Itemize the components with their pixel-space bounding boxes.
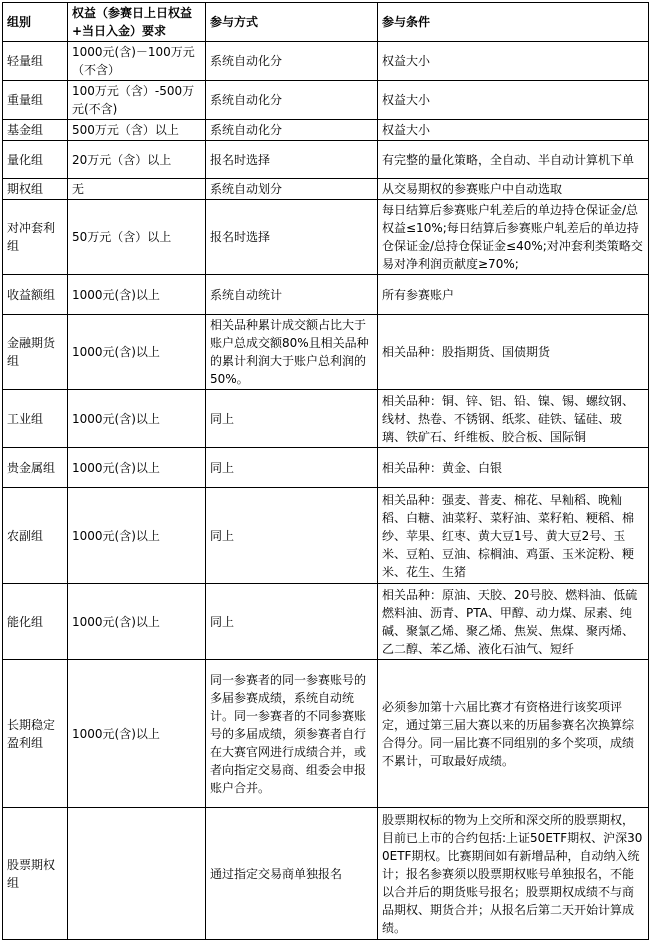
group-cell: 基金组: [3, 120, 68, 141]
table-row: [3, 808, 649, 940]
condition-cell: 股票期权标的物为上交所和深交所的股票期权，目前已上市的合约包括:上证50ETF期权、沪深300ETF期权。比赛期间如有新增品种，自动纳入统计；报名参赛须以股票期权账号单独报名，不能以合并后的期货账号报名；股票期权成绩不与商品期权、期货合并；从报名后第二天开始计算成绩。: [378, 808, 649, 940]
equity-cell: 1000元(含)以上: [68, 660, 206, 808]
condition-cell: 权益大小: [378, 42, 649, 81]
condition-cell: 权益大小: [378, 81, 649, 120]
method-cell: 系统自动化分: [206, 42, 378, 81]
condition-cell: 必须参加第十六届比赛才有资格进行该奖项评定，通过第三届大赛以来的历届参赛名次换算综合得分。同一届比赛不同组别的多个奖项，成绩不累计，可取最好成绩。: [378, 660, 649, 808]
group-cell: 重量组: [3, 81, 68, 120]
method-cell: 报名时选择: [206, 141, 378, 179]
equity-cell: 1000元(含)以上: [68, 390, 206, 448]
method-cell: 同一参赛者的同一参赛账号的多届参赛成绩，系统自动统计。同一参赛者的不同参赛账号的多届成绩，须参赛者自行在大赛官网进行成绩合并，或者向指定交易商、组委会申报账户合并。: [206, 660, 378, 808]
table-row: [3, 200, 649, 275]
group-cell: 轻量组: [3, 42, 68, 81]
competition-groups-table: [2, 2, 649, 940]
group-cell: 能化组: [3, 584, 68, 660]
table-row: [3, 81, 649, 120]
header-row: [3, 3, 649, 42]
condition-cell: 每日结算后参赛账户轧差后的单边持仓保证金/总权益≤10%;每日结算后参赛账户轧差后的单边持仓保证金/总持仓保证金≤40%;对冲套利类策略交易对净利润贡献度≥70%;: [378, 200, 649, 275]
condition-cell: 权益大小: [378, 120, 649, 141]
header-condition: 参与条件: [378, 3, 649, 42]
group-cell: 农副组: [3, 488, 68, 584]
equity-cell: 1000元(含)以上: [68, 275, 206, 315]
equity-cell: 1000元(含)以上: [68, 584, 206, 660]
group-cell: 对冲套利组: [3, 200, 68, 275]
method-cell: 相关品种累计成交额占比大于账户总成交额80%且相关品种的累计利润大于账户总利润的50%。: [206, 315, 378, 390]
group-cell: 量化组: [3, 141, 68, 179]
table-row: [3, 315, 649, 390]
condition-cell: 相关品种：股指期货、国债期货: [378, 315, 649, 390]
method-cell: 系统自动化分: [206, 120, 378, 141]
method-cell: 同上: [206, 390, 378, 448]
table-row: [3, 120, 649, 141]
equity-cell: 1000元(含)以上: [68, 488, 206, 584]
equity-cell: 1000元(含)－100万元（不含）: [68, 42, 206, 81]
table-row: [3, 660, 649, 808]
group-cell: 贵金属组: [3, 448, 68, 488]
condition-cell: 相关品种：铜、锌、铝、铅、镍、锡、螺纹钢、线材、热卷、不锈钢、纸浆、硅铁、锰硅、玻璃、铁矿石、纤维板、胶合板、国际铜: [378, 390, 649, 448]
header-group: 组别: [3, 3, 68, 42]
table-row: [3, 584, 649, 660]
group-cell: 期权组: [3, 179, 68, 200]
equity-cell: 50万元（含）以上: [68, 200, 206, 275]
method-cell: 同上: [206, 488, 378, 584]
condition-cell: 所有参赛账户: [378, 275, 649, 315]
group-cell: 收益额组: [3, 275, 68, 315]
equity-cell: 1000元(含)以上: [68, 448, 206, 488]
group-cell: 工业组: [3, 390, 68, 448]
condition-cell: 有完整的量化策略，全自动、半自动计算机下单: [378, 141, 649, 179]
table-row: [3, 179, 649, 200]
condition-cell: 相关品种：原油、天胶、20号胶、燃料油、低硫燃料油、沥青、PTA、甲醇、动力煤、尿素、纯碱、聚氯乙烯、聚乙烯、焦炭、焦煤、聚丙烯、乙二醇、苯乙烯、液化石油气、短纤: [378, 584, 649, 660]
table-row: [3, 448, 649, 488]
table-row: [3, 42, 649, 81]
group-cell: 长期稳定盈利组: [3, 660, 68, 808]
equity-cell: 1000元(含)以上: [68, 315, 206, 390]
method-cell: 报名时选择: [206, 200, 378, 275]
condition-cell: 相关品种：强麦、普麦、棉花、早籼稻、晚籼稻、白糖、油菜籽、菜籽油、菜籽粕、粳稻、棉纱、苹果、红枣、黄大豆1号、黄大豆2号、玉米、豆粕、豆油、棕榈油、鸡蛋、玉米淀粉、粳米、花生、生猪: [378, 488, 649, 584]
equity-cell: 20万元（含）以上: [68, 141, 206, 179]
group-cell: 股票期权组: [3, 808, 68, 940]
condition-cell: 相关品种：黄金、白银: [378, 448, 649, 488]
table-row: [3, 390, 649, 448]
method-cell: 通过指定交易商单独报名: [206, 808, 378, 940]
method-cell: 同上: [206, 584, 378, 660]
equity-cell: 500万元（含）以上: [68, 120, 206, 141]
group-cell: 金融期货组: [3, 315, 68, 390]
table-row: [3, 275, 649, 315]
equity-cell: [68, 808, 206, 940]
method-cell: 系统自动统计: [206, 275, 378, 315]
header-method: 参与方式: [206, 3, 378, 42]
condition-cell: 从交易期权的参赛账户中自动选取: [378, 179, 649, 200]
equity-cell: 无: [68, 179, 206, 200]
table-row: [3, 141, 649, 179]
header-equity: 权益（参赛日上日权益+当日入金）要求: [68, 3, 206, 42]
method-cell: 系统自动划分: [206, 179, 378, 200]
table-row: [3, 488, 649, 584]
equity-cell: 100万元（含）-500万元(不含): [68, 81, 206, 120]
method-cell: 同上: [206, 448, 378, 488]
method-cell: 系统自动化分: [206, 81, 378, 120]
